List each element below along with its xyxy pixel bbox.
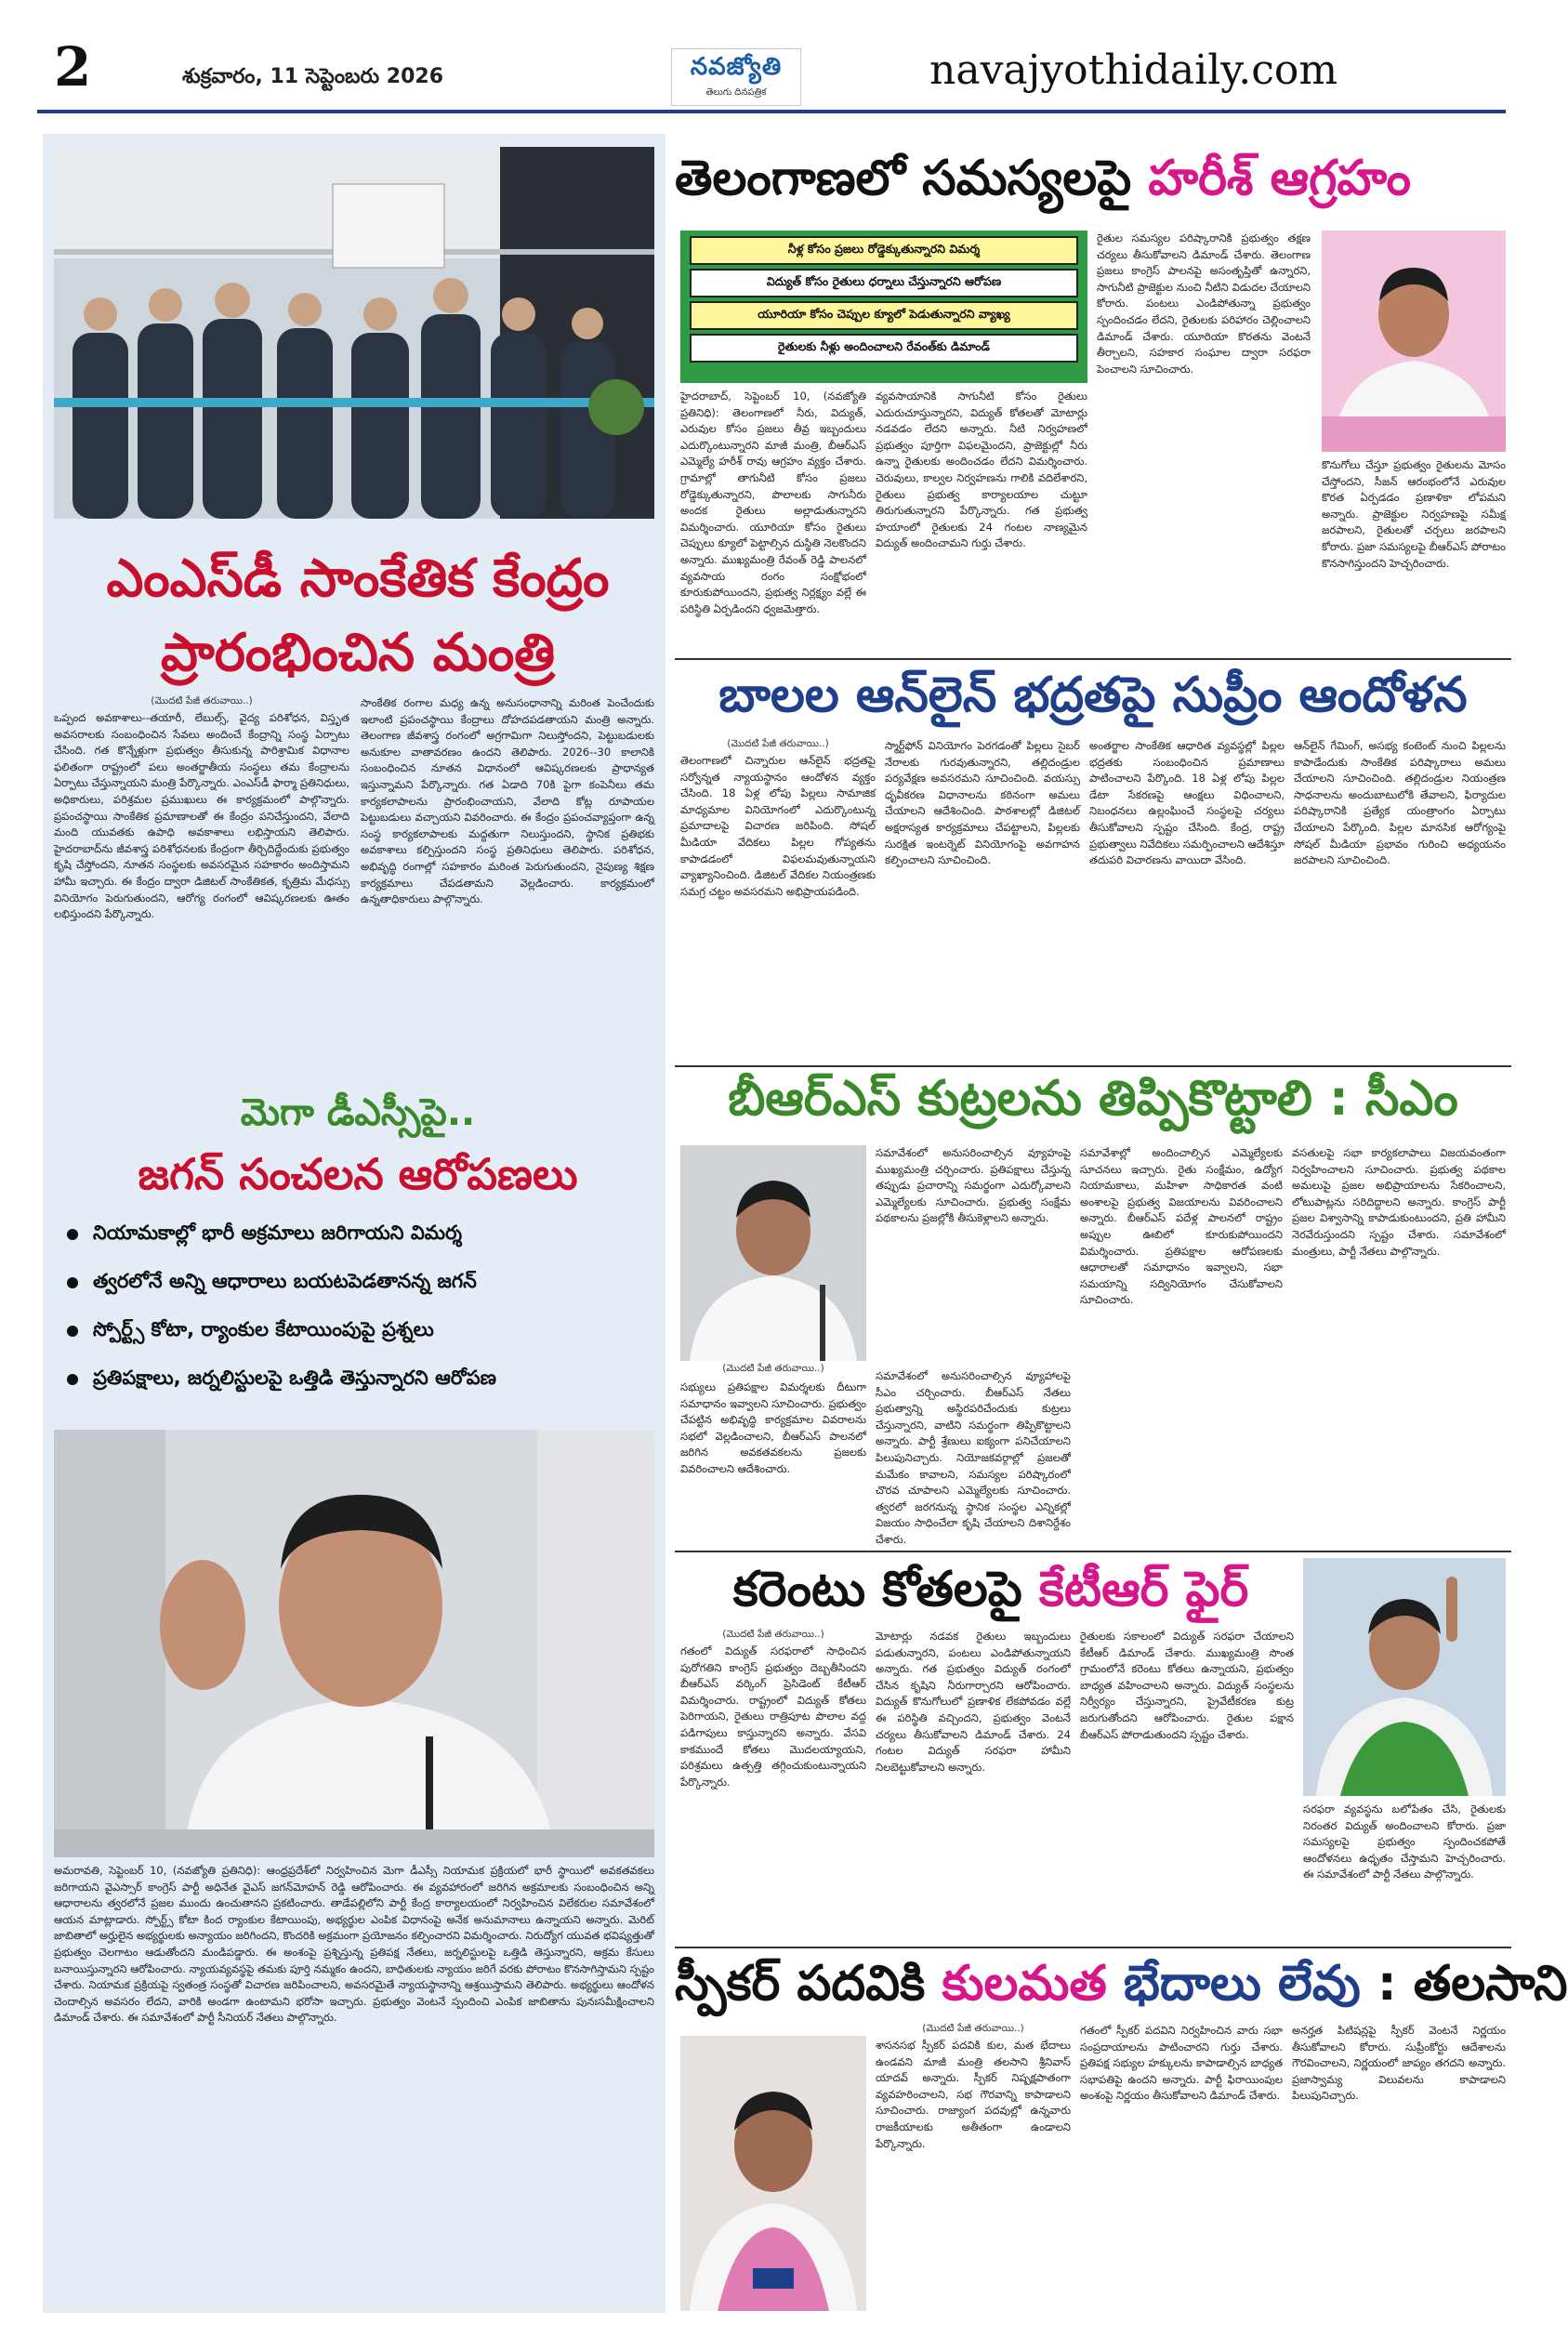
talasani-photo	[680, 2036, 866, 2311]
supreme-body-col2: స్మార్ట్‌ఫోన్ వినియోగం పెరగడంతో పిల్లలు సైబర్ నేరాలకు గురవుతున్నారని, తల్లిదండ్రుల పర్యవేక్షణ అవసరమని సూచించింది. వయస్సు ధృవీకరణ విధానాలను కఠినంగా అమలు చేయాలని ఆదేశించింది. పాఠశాలల్లో డిజిటల్ అక్షరాస్యత కార్యక్రమాలు చేపట్టాలని, పిల్లలకు సురక్షిత ఇంటర్నెట్ వినియోగంపై అవగాహన కల్పించాలని సూచించింది.	[885, 739, 1080, 867]
brs-body-col1a: సమావేశంలో అనుసరించాల్సిన వ్యూహంపై ముఖ్యమంత్రి చర్చించారు. ప్రతిపక్షాలు చేస్తున్న తప్పుడు ప్రచారాన్ని సమర్థంగా ఎదుర్కోవాలని ఎమ్మెల్యేలకు సూచించారు. ప్రభుత్వ సంక్షేమ పథకాలను ప్రజల్లోకి తీసుకెళ్లాలని అన్నారు.	[876, 1146, 1071, 1225]
dsc-bullet-list	[61, 1221, 656, 1415]
ribbon-cutting-photo	[54, 147, 654, 519]
supreme-credit: (మొదటి పేజీ తరువాయి..)	[727, 738, 829, 749]
supreme-body-col3: అంతర్జాల సాంకేతిక ఆధారిత వ్యవస్థల్లో పిల్లల భద్రతకు సంబంధించిన ప్రమాణాలు పాటించాలని పేర్కొంది. 18 ఏళ్ల లోపు పిల్లల డేటా సేకరణపై ఆంక్షలు విధించాలని, నిబంధనలు ఉల్లంఘించే సంస్థలపై చర్యలు తీసుకోవాలని స్పష్టం చేసింది. కేంద్ర, రాష్ట్ర ప్రభుత్వాలు నివేదికలు సమర్పించాలని ఆదేశిస్తూ తదుపరి విచారణను వాయిదా వేసింది.	[1089, 739, 1285, 867]
jagan-photo	[54, 1430, 654, 1857]
masthead-tagline: తెలుగు దినపత్రిక	[705, 87, 767, 98]
site-url[interactable]: navajyothidaily.com	[929, 46, 1338, 94]
harish-headline	[675, 151, 1511, 218]
divider-2	[675, 1065, 1511, 1067]
ktr-headline	[675, 1562, 1307, 1630]
divider-4	[675, 1947, 1511, 1948]
divider-3	[675, 1551, 1511, 1552]
talasani-body-col2: గతంలో స్పీకర్ పదవిని నిర్వహించిన వారు సభా సంప్రదాయాలను పాటించారని గుర్తు చేశారు. ప్రతిపక్ష సభ్యుల హక్కులను కాపాడాల్సిన బాధ్యత సభాపతిపై ఉందని అన్నారు. పార్టీ ఫిరాయింపుల అంశంపై నిర్ణయం తీసుకోవాలని డిమాండ్ చేశారు.	[1080, 2024, 1283, 2103]
ktr-body-col2: మోటార్లు నడవక రైతులు ఇబ్బందులు పడుతున్నారని, పంటలు ఎండిపోతున్నాయని అన్నారు. గత ప్రభుత్వం విద్యుత్ రంగంలో చేసిన కృషిని నీరుగార్చారని ఆరోపించారు. విద్యుత్ కొనుగోలులో ప్రణాళిక లేకపోవడం వల్లే ఈ పరిస్థితి వచ్చిందని, ప్రభుత్వం వెంటనే చర్యలు తీసుకోవాలని డిమాండ్ చేశారు. 24 గంటల విద్యుత్ సరఫరా హామీని నిలబెట్టుకోవాలని అన్నారు.	[876, 1630, 1071, 1774]
masthead-logo[interactable]	[671, 48, 801, 106]
supreme-headline: బాలల ఆన్‌లైన్ భద్రతపై సుప్రీం ఆందోళన	[718, 667, 1468, 723]
harish-headline-part1: తెలంగాణలో సమస్యలపై	[675, 151, 1149, 206]
dsc-headline-line2: జగన్ సంచలన ఆరోపణలు	[138, 1149, 578, 1199]
ktr-headline-part2: కేటీఆర్ ఫైర్	[1038, 1562, 1249, 1617]
talasani-headline-part1: స్పీకర్ పదవికి	[675, 1956, 942, 2012]
ktr-body-col1: గతంలో విద్యుత్ సరఫరాలో సాధించిన పురోగతిని కాంగ్రెస్ ప్రభుత్వం దెబ్బతీసిందని బీఆర్ఎస్ వర్కింగ్ ప్రెసిడెంట్ కేటీఆర్ విమర్శించారు. రాష్ట్రంలో విద్యుత్ కోతలు పెరిగాయని, రైతులు రాత్రిపూట పొలాల వద్ద పడిగాపులు కాస్తున్నారని అన్నారు. వేసవి కాకముందే కోతలు మొదలయ్యాయని, పరిశ్రమలు ఉత్పత్తి తగ్గించుకుంటున్నాయని పేర్కొన్నారు.	[680, 1644, 866, 1789]
ktr-photo	[1303, 1558, 1506, 1796]
talasani-credit: (మొదటి పేజీ తరువాయి..)	[922, 2023, 1024, 2034]
harish-photo	[1322, 231, 1506, 452]
cm-photo-illustration	[680, 1145, 866, 1361]
talasani-photo-illustration	[680, 2036, 866, 2311]
dsc-headline-line1: మెగా డీఎస్సీపై..	[240, 1091, 476, 1134]
harish-body-col4: కొనుగోలు చేస్తూ ప్రభుత్వం రైతులను మోసం చేస్తోందని, సీజన్ ఆరంభంలోనే ఎరువుల కొరత ఏర్పడడం ప్రణాళికా లోపమని అన్నారు. ప్రాజెక్టుల నిర్వహణపై సమీక్ష జరపాలని, రైతులతో చర్చలు జరపాలని కోరారు. ప్రజా సమస్యలపై బీఆర్‌ఎస్ పోరాటం కొనసాగిస్తుందని హెచ్చరించారు.	[1322, 458, 1506, 570]
harish-deck-3: యూరియా కోసం చెప్పుల క్యూలో పెడుతున్నారని వ్యాఖ్య	[690, 301, 1078, 330]
harish-deck-1: నీళ్ల కోసం ప్రజలు రోడ్డెక్కుతున్నారని విమర్శ	[690, 236, 1078, 265]
brs-body-col1b: సభ్యులు ప్రతిపక్షాల విమర్శలకు దీటుగా సమాధానం ఇవ్వాలని సూచించారు. ప్రభుత్వం చేపట్టిన అభివృద్ధి కార్యక్రమాల వివరాలను సభలో వెల్లడించాలని, బీఆర్ఎస్ పాలనలో జరిగిన అవకతవకలను ప్రజలకు వివరించాలని ఆదేశించారు.	[680, 1380, 866, 1475]
brs-body-col4: వసతులపై సభా కార్యకలాపాలు విజయవంతంగా నిర్వహించాలని సూచించారు. ప్రభుత్వ పథకాల అమలుపై ప్రజల అభిప్రాయాలను సేకరించాలని, లోటుపాట్లను సరిదిద్దాలని అన్నారు. కాంగ్రెస్ పార్టీ ప్రజల విశ్వాసాన్ని కాపాడుకుంటుందని, ప్రతి హామీని నెరవేరుస్తుందని స్పష్టం చేశారు. సమావేశంలో మంత్రులు, పార్టీ నేతలు పాల్గొన్నారు.	[1292, 1146, 1506, 1258]
harish-deck-4: రైతులకు నీళ్లు అందించాలని రేవంత్‌కు డిమాండ్	[690, 334, 1078, 363]
msd-credit: (మొదటి పేజీ తరువాయి..)	[151, 695, 253, 706]
dsc-bullet-2: త్వరలోనే అన్ని ఆధారాలు బయటపెడతానన్న జగన్	[61, 1270, 656, 1298]
talasani-headline-part4: : తలసాని	[1360, 1956, 1568, 2012]
ktr-credit: (మొదటి పేజీ తరువాయి..)	[722, 1629, 824, 1640]
harish-deck-2: విద్యుత్ కోసం రైతులు ధర్నాలు చేస్తున్నారని ఆరోపణ	[690, 269, 1078, 297]
talasani-headline-part2: కులమత	[942, 1956, 1124, 2012]
msd-body-col2: సాంకేతిక రంగాల మధ్య ఉన్న అనుసంధానాన్ని మరింత పెంచేందుకు ఇలాంటి ప్రపంచస్థాయి కేంద్రాలు దోహదపడతాయని మంత్రి అన్నారు. తెలంగాణ జీవశాస్త్ర రంగంలో అగ్రగామిగా నిలుస్తోందని, పెట్టుబడులకు అనుకూల వాతావరణం ఉందని తెలిపారు. 2026--30 కాలానికి సంబంధించిన నూతన విధానంలో ఆవిష్కరణలకు ప్రాధాన్యత ఇస్తున్నామని పేర్కొన్నారు. గత ఏడాది 70కి పైగా కంపెనీలు తమ కార్యకలాపాలను ప్రారంభించాయని, వేలాది కోట్ల రూపాయల పెట్టుబడులు వచ్చాయని వివరించారు. ఈ కేంద్రం ప్రపంచవ్యాప్తంగా ఉన్న సంస్థ కార్యకలాపాలకు మద్దతుగా నిలుస్తుందని, స్థానిక ప్రతిభకు అవకాశాలు కల్పిస్తుందని సంస్థ ప్రతినిధులు తెలిపారు. పరిశోధన, అభివృద్ధి రంగాల్లో సహకారం మరింత పెరుగుతుందని, నైపుణ్య శిక్షణ కార్యక్రమాలు చేపడతామని వెల్లడించారు. కార్యక్రమంలో ఉన్నతాధికారులు పాల్గొన్నారు.	[361, 696, 654, 906]
harish-deck-box	[680, 231, 1087, 383]
dsc-bullet-1: నియామకాల్లో భారీ అక్రమాలు జరిగాయని విమర్శ	[61, 1221, 656, 1249]
talasani-headline	[675, 1956, 1568, 2024]
harish-body-col2: వ్యవసాయానికి సాగునీటి కోసం రైతులు ఎదురుచూస్తున్నారని, విద్యుత్ కోతలతో మోటార్లు నడవడం లేదని అన్నారు. నీటి నిర్వహణలో ప్రభుత్వం పూర్తిగా విఫలమైందని, ప్రాజెక్టుల్లో నీరు ఉన్నా రైతులకు అందించడం లేదని విమర్శించారు. చెరువులు, కాల్వల నిర్వహణను గాలికి వదిలేశారని, రైతులు ప్రభుత్వ కార్యాలయాల చుట్టూ తిరుగుతున్నారని పేర్కొన్నారు. గత ప్రభుత్వ హయాంలో రైతులకు 24 గంటల నాణ్యమైన విద్యుత్ అందించామని గుర్తు చేశారు.	[876, 389, 1087, 550]
masthead-title: నవజ్యోతి	[690, 53, 783, 81]
divider-1	[675, 658, 1511, 660]
talasani-body-col1: శాసనసభ స్పీకర్ పదవికి కుల, మత భేదాలు ఉండవని మాజీ మంత్రి తలసాని శ్రీనివాస్ యాదవ్ అన్నారు. స్పీకర్ నిష్పక్షపాతంగా వ్యవహరించాలని, సభ గౌరవాన్ని కాపాడాలని సూచించారు. రాజ్యాంగ పదవుల్లో ఉన్నవారు రాజకీయాలకు అతీతంగా ఉండాలని పేర్కొన్నారు.	[876, 2039, 1071, 2150]
ktr-body-col3: రైతులకు సకాలంలో విద్యుత్ సరఫరా చేయాలని కేటీఆర్ డిమాండ్ చేశారు. ముఖ్యమంత్రి సొంత గ్రామంలోనే కరెంటు కోతలు ఉన్నాయని, ప్రభుత్వం బాధ్యత వహించాలని అన్నారు. విద్యుత్ సంస్థలను నిర్వీర్యం చేస్తున్నారని, ప్రైవేటీకరణ కుట్ర జరుగుతోందని ఆరోపించారు. రైతుల పక్షాన బీఆర్ఎస్ పోరాడుతుందని స్పష్టం చేశారు.	[1080, 1630, 1294, 1741]
supreme-body-col4: ఆన్‌లైన్ గేమింగ్, అసభ్య కంటెంట్ నుంచి పిల్లలను కాపాడేందుకు సాంకేతిక పరిష్కారాలు అమలు చేయాలని సూచించింది. తల్లిదండ్రుల నియంత్రణ సాధనాలను అందుబాటులోకి తేవాలని, ఫిర్యాదుల పరిష్కారానికి ప్రత్యేక యంత్రాంగం ఏర్పాటు చేయాలని పేర్కొంది. పిల్లల మానసిక ఆరోగ్యంపై సోషల్ మీడియా ప్రభావం గురించి అధ్యయనం జరపాలని సూచించింది.	[1294, 739, 1506, 867]
brs-body-col3: సమావేశాల్లో అందించాల్సిన ఎమ్మెల్యేలకు సూచనలు ఇచ్చారు. రైతు సంక్షేమం, ఉద్యోగ నియామకాలు, మహిళా సాధికారత వంటి అంశాలపై ప్రభుత్వ విజయాలను వివరించాలని అన్నారు. బీఆర్ఎస్ పదేళ్ల పాలనలో రాష్ట్రం అప్పుల ఊబిలో కూరుకుపోయిందని విమర్శించారు. ప్రతిపక్షాల ఆరోపణలకు ఆధారాలతో సమాధానం ఇవ్వాలని, సభా సమయాన్ని సద్వినియోగం చేసుకోవాలని సూచించారు.	[1080, 1146, 1283, 1307]
talasani-body-col3: అనర్హత పిటిషన్లపై స్పీకర్ వెంటనే నిర్ణయం తీసుకోవాలని కోరారు. సుప్రీంకోర్టు ఆదేశాలను గౌరవించాలని, నిర్ణయంలో జాప్యం తగదని అన్నారు. ప్రజాస్వామ్య విలువలను కాపాడాలని పిలుపునిచ్చారు.	[1292, 2024, 1506, 2103]
dsc-body: అమరావతి, సెప్టెంబర్ 10, (నవజ్యోతి ప్రతినిధి): ఆంధ్రప్రదేశ్‌లో నిర్వహించిన మెగా డీఎస్సీ నియామక ప్రక్రియలో భారీ స్థాయిలో అవకతవకలు జరిగాయని వైఎస్సార్ కాంగ్రెస్ పార్టీ అధినేత వైఎస్ జగన్‌మోహన్ రెడ్డి ఆరోపించారు. ఈ వ్యవహారంలో జరిగిన అక్రమాలకు సంబంధించిన అన్ని ఆధారాలను త్వరలోనే ప్రజల ముందు ఉంచుతానని ప్రకటించారు. తాడేపల్లిలోని పార్టీ కేంద్ర కార్యాలయంలో నిర్వహించిన విలేకరుల సమావేశంలో ఆయన మాట్లాడారు. స్పోర్ట్స్ కోటా కింద ర్యాంకుల కేటాయింపు, అభ్యర్థుల ఎంపిక విధానంపై అనేక అనుమానాలు ఉన్నాయని అన్నారు. మెరిట్ జాబితాలో అర్హులైన అభ్యర్థులకు అన్యాయం జరిగిందని, కొందరికి అక్రమంగా ప్రయోజనం కల్పించారని విమర్శించారు. నిరుద్యోగ యువత భవిష్యత్తుతో ప్రభుత్వం చెలగాటం ఆడుతోందని మండిపడ్డారు. ఈ అంశంపై ప్రశ్నిస్తున్న ప్రతిపక్ష నేతలు, జర్నలిస్టులపై ఒత్తిడి తెస్తున్నారని, అక్రమ కేసులు బనాయిస్తున్నారని ఆరోపించారు. న్యాయవ్యవస్థపై తమకు పూర్తి నమ్మకం ఉందని, బాధితులకు న్యాయం జరిగే వరకు పోరాటం కొనసాగిస్తామని స్పష్టం చేశారు. నియామక ప్రక్రియపై స్వతంత్ర సంస్థతో విచారణ జరిపించాలని, అవసరమైతే న్యాయస్థానాన్ని ఆశ్రయిస్తామని తెలిపారు. అభ్యర్థులు ఆందోళన చెందాల్సిన అవసరం లేదని, వారికి అండగా ఉంటామని భరోసా ఇచ్చారు. ప్రభుత్వం వెంటనే స్పందించి ఎంపిక జాబితాను పునఃసమీక్షించాలని డిమాండ్ చేశారు. ఈ సమావేశంలో పార్టీ సీనియర్ నేతలు పాల్గొన్నారు.	[54, 1864, 654, 2025]
supreme-body-col1: తెలంగాణలో చిన్నారుల ఆన్‌లైన్ భద్రతపై సర్వోన్నత న్యాయస్థానం ఆందోళన వ్యక్తం చేసింది. 18 ఏళ్ల లోపు పిల్లలు సామాజిక మాధ్యమాల వినియోగంలో ఎదుర్కొంటున్న ప్రమాదాలపై విచారణ జరిపింది. సోషల్ మీడియా వేదికలు పిల్లల గోప్యతను కాపాడడంలో విఫలమవుతున్నాయని వ్యాఖ్యానించింది. డిజిటల్ వేదికల నియంత్రణకు సమగ్ర చట్టం అవసరమని అభిప్రాయపడింది.	[680, 754, 876, 898]
talasani-headline-part3: భేదాలు లేవు	[1123, 1956, 1361, 2012]
brs-credit: (మొదటి పేజీ తరువాయి..)	[722, 1363, 824, 1374]
brs-body-col2: సమావేశంలో అనుసరించాల్సిన వ్యూహాలపై సీఎం చర్చించారు. బీఆర్ఎస్ నేతలు ప్రభుత్వాన్ని అస్థిరపరిచేందుకు కుట్రలు చేస్తున్నారని, వాటిని సమర్థంగా తిప్పికొట్టాలని అన్నారు. పార్టీ శ్రేణులు ఐక్యంగా పనిచేయాలని పిలుపునిచ్చారు. నియోజకవర్గాల్లో ప్రజలతో మమేకం కావాలని, సమస్యల పరిష్కారంలో చొరవ చూపాలని ఎమ్మెల్యేలకు సూచించారు. త్వరలో జరగనున్న స్థానిక సంస్థల ఎన్నికల్లో విజయం సాధించేలా కృషి చేయాలని దిశానిర్దేశం చేశారు.	[876, 1369, 1071, 1546]
ktr-photo-illustration	[1303, 1558, 1506, 1796]
page-number: 2	[54, 35, 92, 99]
jagan-photo-illustration	[54, 1430, 654, 1857]
msd-headline-line1: ఎంఎస్‌డీ సాంకేతిక కేంద్రం	[106, 548, 610, 609]
cm-photo	[680, 1145, 866, 1361]
harish-body-col1: హైదరాబాద్, సెప్టెంబర్ 10, (నవజ్యోతి ప్రతినిధి): తెలంగాణలో నీరు, విద్యుత్, ఎరువుల కోసం ప్రజలు తీవ్ర ఇబ్బందులు ఎదుర్కొంటున్నారని మాజీ మంత్రి, బీఆర్‌ఎస్ ఎమ్మెల్యే హరీశ్ రావు ఆగ్రహం వ్యక్తం చేశారు. గ్రామాల్లో తాగునీటి కోసం ప్రజలు రోడ్డెక్కుతున్నారని, పొలాలకు సాగునీరు అందక రైతులు అల్లాడుతున్నారని విమర్శించారు. యూరియా కోసం రైతులు చెప్పులు క్యూలో పెట్టాల్సిన దుస్థితి నెలకొందని అన్నారు. ముఖ్యమంత్రి రేవంత్ రెడ్డి పాలనలో వ్యవసాయ రంగం సంక్షోభంలో కూరుకుపోయిందని, ప్రభుత్వ నిర్లక్ష్యం వల్లే ఈ పరిస్థితి ఏర్పడిందని ధ్వజమెత్తారు.	[680, 389, 866, 615]
page-header	[0, 0, 1537, 121]
harish-photo-illustration	[1322, 231, 1506, 452]
msd-headline-line2: ప్రారంభించిన మంత్రి	[160, 623, 556, 683]
ktr-headline-part1: కరెంటు కోతలపై	[732, 1562, 1039, 1617]
harish-headline-part2: హరీశ్ ఆగ్రహం	[1148, 151, 1411, 206]
dsc-bullet-3: స్పోర్ట్స్ కోటా, ర్యాంకుల కేటాయింపుపై ప్రశ్నలు	[61, 1318, 656, 1346]
harish-body-col3: రైతుల సమస్యల పరిష్కారానికి ప్రభుత్వం తక్షణ చర్యలు తీసుకోవాలని డిమాండ్ చేశారు. తెలంగాణ ప్రజలు కాంగ్రెస్ పాలనపై అసంతృప్తితో ఉన్నారని, సాగునీటి ప్రాజెక్టుల నుంచి నీటిని విడుదల చేయాలని కోరారు. పంటలు ఎండిపోతున్నా ప్రభుత్వం స్పందించడం లేదని, రైతులకు పరిహారం చెల్లించాలని డిమాండ్ చేశారు. యూరియా కొరతను వెంటనే తీర్చాలని, సహకార సంఘాల ద్వారా సరఫరా పెంచాలని సూచించారు.	[1097, 231, 1311, 376]
ktr-body-col4: సరఫరా వ్యవస్థను బలోపేతం చేసి, రైతులకు నిరంతర విద్యుత్ అందించాలని కోరారు. ప్రజా సమస్యలపై ప్రభుత్వం స్పందించకపోతే ఆందోళనలు ఉధృతం చేస్తామని హెచ్చరించారు. ఈ సమావేశంలో పార్టీ నేతలు పాల్గొన్నారు.	[1303, 1802, 1506, 1881]
header-rule	[37, 110, 1506, 113]
issue-date: శుక్రవారం, 11 సెప్టెంబరు 2026	[182, 65, 444, 88]
ribbon-cutting-illustration	[54, 147, 654, 519]
msd-body-col1: ఒప్పంద అవకాశాలు--తయారీ, లేబుల్స్, వైద్య పరిశోధన, విస్తృత అవసరాలకు సంబంధించిన సేవలు అందించే కేంద్రాన్ని సంస్థ ఏర్పాటు చేసింది. గత కొన్నేళ్లుగా ప్రభుత్వం తీసుకున్న పారిశ్రామిక విధానాల ఫలితంగా రాష్ట్రంలో పలు అంతర్జాతీయ సంస్థలు తమ కేంద్రాలను ఏర్పాటు చేస్తున్నాయని మంత్రి పేర్కొన్నారు. ఎంఎస్‌డీ ఫార్మా ప్రతినిధులు, అధికారులు, పరిశ్రమల ప్రముఖులు ఈ కార్యక్రమంలో పాల్గొన్నారు. ప్రపంచస్థాయి సాంకేతిక ప్రమాణాలతో ఈ కేంద్రం పనిచేస్తుందని, వేలాది మంది యువతకు ఉపాధి అవకాశాలు లభిస్తాయని తెలిపారు. హైదరాబాద్‌ను జీవశాస్త్ర పరిశోధనలకు కేంద్రంగా తీర్చిదిద్దేందుకు ప్రభుత్వం కృషి చేస్తోందని, నూతన సంస్థలకు అవసరమైన సహకారం అందిస్తామని హామీ ఇచ్చారు. ఈ కేంద్రం ద్వారా డిజిటల్ సాంకేతికత, కృత్రిమ మేధస్సు వినియోగం పెరుగుతుందని, ఆరోగ్య రంగంలో ఆవిష్కరణలకు ఊతం లభిస్తుందని పేర్కొన్నారు.	[54, 711, 349, 921]
brs-headline: బీఆర్ఎస్ కుట్రలను తిప్పికొట్టాలి : సీఎం	[728, 1071, 1458, 1127]
dsc-bullet-4: ప్రతిపక్షాలు, జర్నలిస్టులపై ఒత్తిడి తెస్తున్నారని ఆరోపణ	[61, 1366, 656, 1394]
